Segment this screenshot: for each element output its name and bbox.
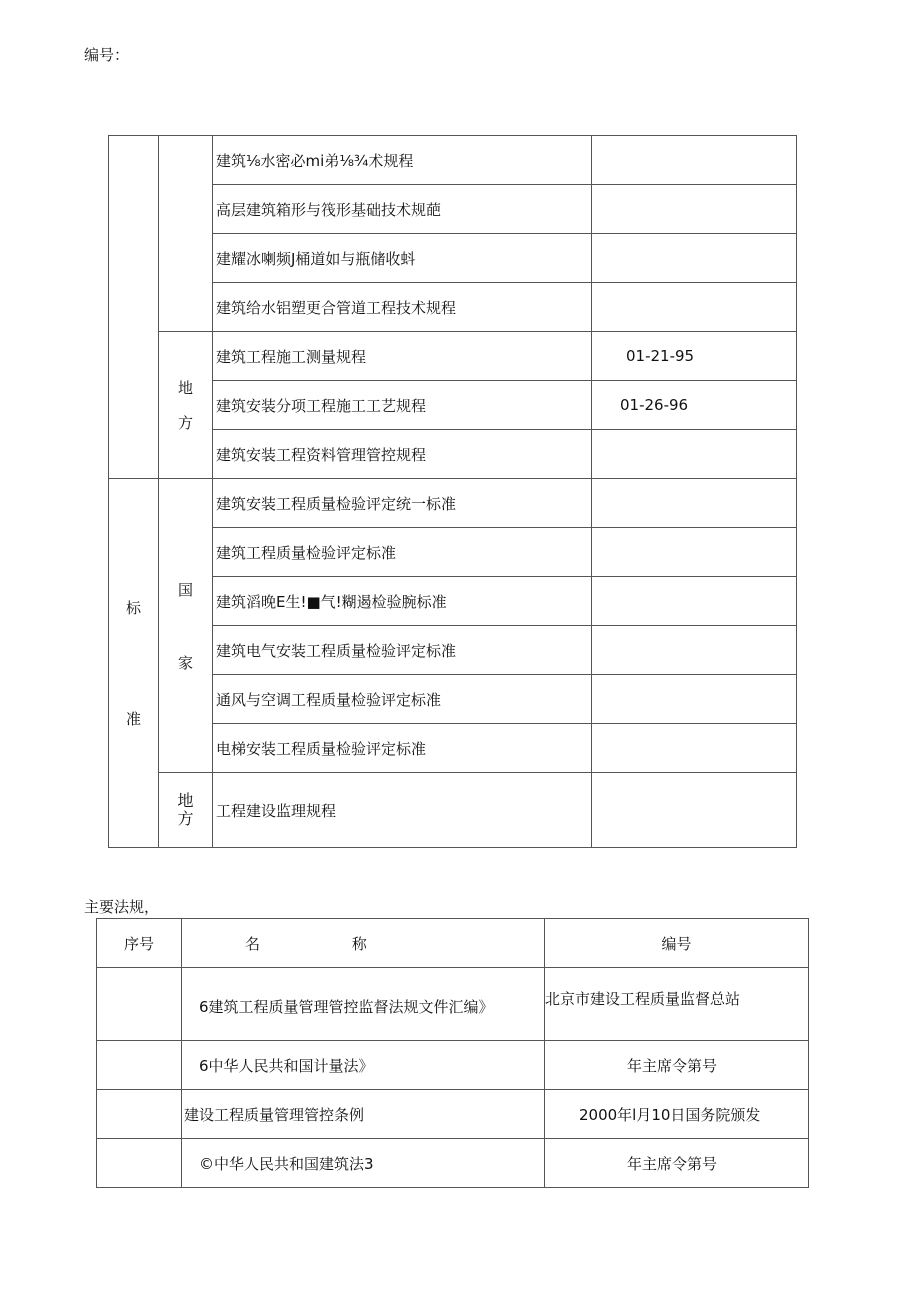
- standards-category-cell-top: [109, 136, 159, 479]
- standard-code: [592, 234, 797, 283]
- standard-name: 建耀冰喇频J桶道如与瓶储收蚪: [213, 234, 592, 283]
- table-header-row: [97, 919, 809, 968]
- law-name: ©中华人民共和国建筑法3: [182, 1139, 545, 1188]
- header-name: [182, 919, 545, 968]
- standard-code: [592, 136, 797, 185]
- standard-code: 01-21-95: [592, 332, 797, 381]
- table-row: [97, 1041, 809, 1090]
- law-seq: [97, 1139, 182, 1188]
- law-code: 2000年l月10日国务院颁发: [545, 1090, 809, 1139]
- table-row: [109, 479, 797, 528]
- category-char: 准: [125, 710, 141, 728]
- standard-code: [592, 773, 797, 848]
- standard-code: [592, 479, 797, 528]
- standards-category-cell: [109, 479, 159, 848]
- table-row: [109, 381, 797, 430]
- standard-code: [592, 577, 797, 626]
- table-row: [97, 1139, 809, 1188]
- standard-name: 建筑工程施工测量规程: [213, 332, 592, 381]
- laws-table: [96, 918, 809, 1188]
- standard-code: [592, 185, 797, 234]
- standard-name: 建筑安装工程质量检验评定统一标准: [213, 479, 592, 528]
- standard-name: 建筑电气安装工程质量检验评定标准: [213, 626, 592, 675]
- standard-name: 建筑工程质量检验评定标准: [213, 528, 592, 577]
- standards-table: [108, 135, 797, 848]
- law-name: 建设工程质量管理管控条例: [182, 1090, 545, 1139]
- standards-level-cell-blank: [159, 136, 213, 332]
- table-row: [109, 332, 797, 381]
- laws-section-title: 主要法规，: [84, 898, 160, 916]
- law-name: 6中华人民共和国计量法》: [182, 1041, 545, 1090]
- standard-name: 通风与空调工程质量检验评定标准: [213, 675, 592, 724]
- table-row: [109, 185, 797, 234]
- header-name-char: 名: [245, 934, 261, 953]
- standard-code: [592, 675, 797, 724]
- table-row: [109, 136, 797, 185]
- table-row: [109, 430, 797, 479]
- header-name-char: 称: [351, 934, 367, 953]
- level-char: 国: [177, 580, 193, 599]
- standard-code: [592, 626, 797, 675]
- table-row: [109, 724, 797, 773]
- standards-level-local: [159, 773, 213, 848]
- law-code: 年主席令第号: [545, 1139, 809, 1188]
- table-row: [97, 968, 809, 1041]
- standard-code: 01-26-96: [592, 381, 797, 430]
- table-row: [109, 626, 797, 675]
- standard-code: [592, 283, 797, 332]
- table-row: [109, 675, 797, 724]
- table-row: [97, 1090, 809, 1139]
- standards-level-local: [159, 332, 213, 479]
- table-row: [109, 234, 797, 283]
- law-seq: [97, 968, 182, 1041]
- header-seq: 序号: [97, 919, 182, 968]
- table-row: [109, 528, 797, 577]
- level-char: 地: [177, 379, 193, 397]
- level-char: 方: [177, 809, 194, 828]
- standard-name: 建筑⅛水密必mi弟⅛¾术规程: [213, 136, 592, 185]
- standard-name: 建筑给水铝塑更合管道工程技术规程: [213, 283, 592, 332]
- law-name: 6建筑工程质量管理管控监督法规文件汇编》: [182, 968, 545, 1041]
- category-char: 标: [125, 599, 141, 617]
- header-code: 编号: [545, 919, 809, 968]
- level-char: 家: [177, 653, 193, 672]
- standard-name: 电梯安装工程质量检验评定标准: [213, 724, 592, 773]
- table-row: [109, 283, 797, 332]
- law-code: 北京市建设工程质量监督总站: [545, 968, 809, 1041]
- standard-name: 高层建筑箱形与筏形基础技术规葩: [213, 185, 592, 234]
- level-char: 地: [177, 791, 194, 810]
- standard-name: 建筑安装分项工程施工工艺规程: [213, 381, 592, 430]
- law-seq: [97, 1041, 182, 1090]
- doc-number-label: 编号：: [84, 46, 130, 64]
- table-row: [109, 773, 797, 848]
- standard-code: [592, 528, 797, 577]
- standard-code: [592, 724, 797, 773]
- level-char: 方: [177, 414, 193, 432]
- standard-code: [592, 430, 797, 479]
- law-code: 年主席令第号: [545, 1041, 809, 1090]
- standard-name: 建筑安装工程资料管理管控规程: [213, 430, 592, 479]
- standard-name: 工程建设监理规程: [213, 773, 592, 848]
- standard-name: 建筑滔晚E生!■气!糊遏检验腕标准: [213, 577, 592, 626]
- table-row: [109, 577, 797, 626]
- standards-level-national: [159, 479, 213, 773]
- law-seq: [97, 1090, 182, 1139]
